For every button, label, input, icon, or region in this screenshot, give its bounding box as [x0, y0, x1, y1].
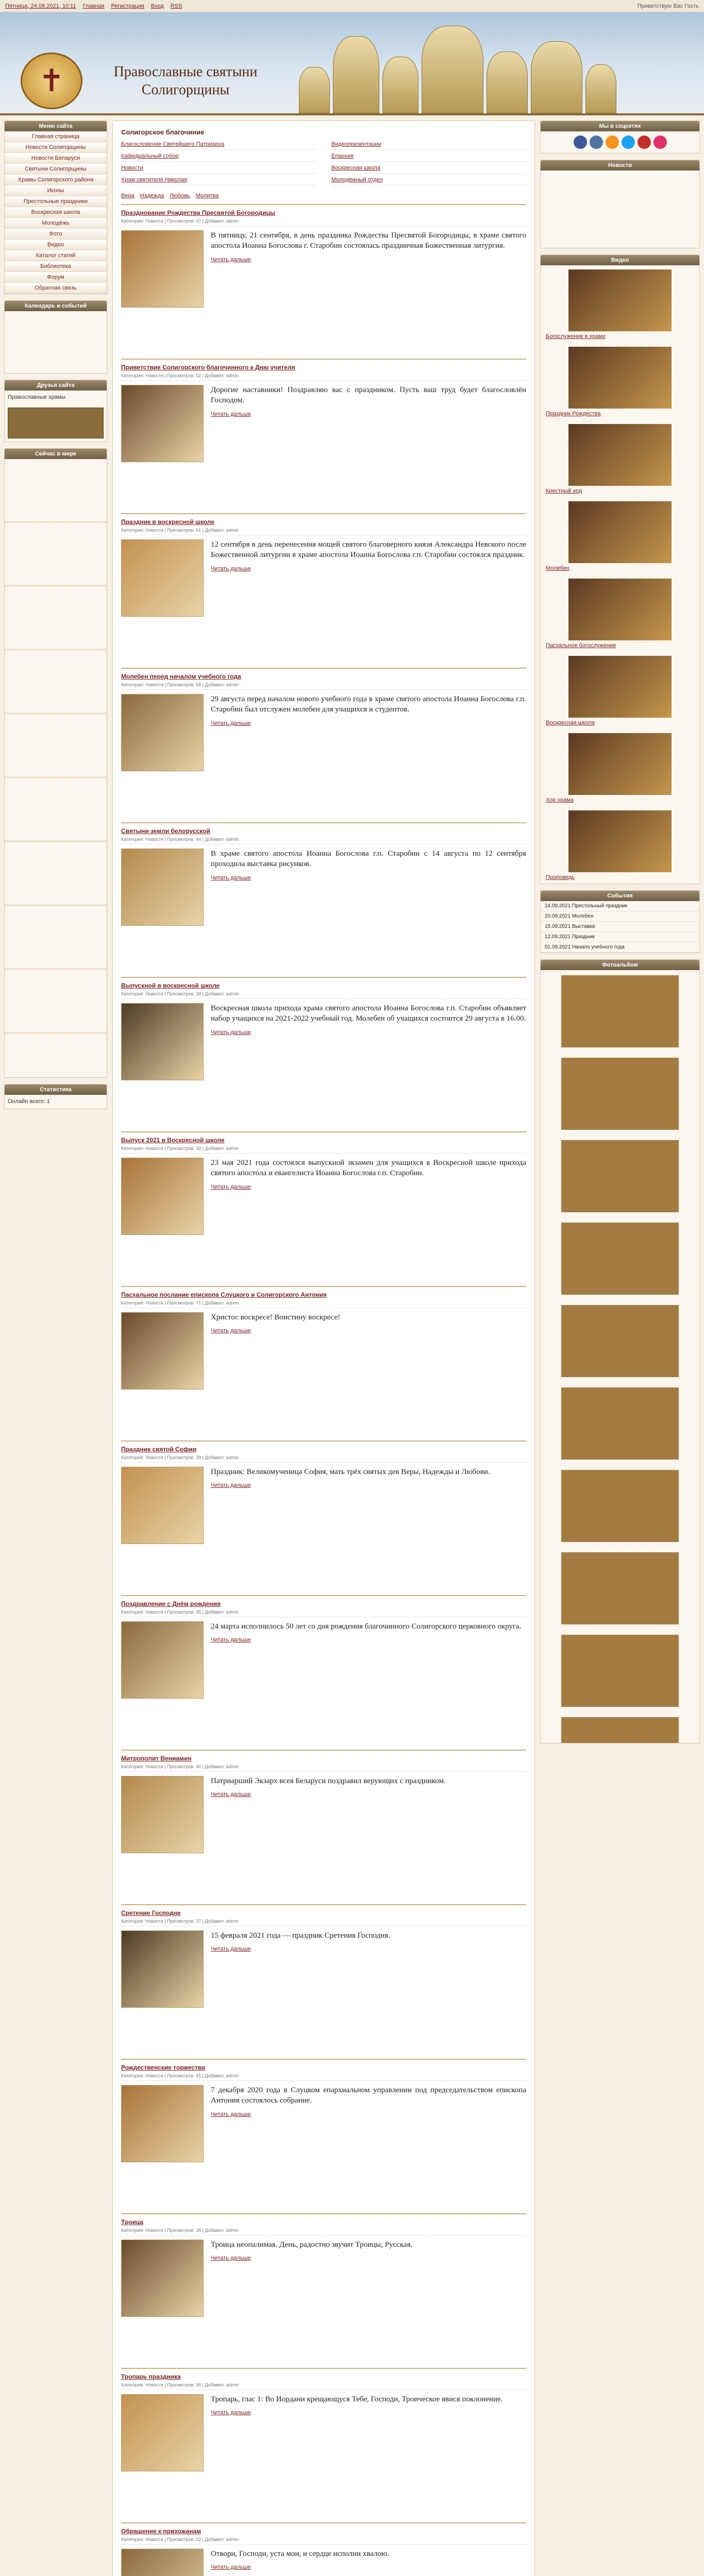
post-image[interactable]: [121, 1003, 204, 1080]
post-meta: Категория: Новости | Просмотров: 71 | Добавил: admin: [121, 1300, 526, 1308]
post-image[interactable]: [121, 1621, 204, 1699]
post-meta: Категория: Новости | Просмотров: 38 | Добавил: admin: [121, 2228, 526, 2235]
read-more-link[interactable]: Читать дальше: [211, 411, 251, 417]
social-title: Мы в соцсетях: [541, 121, 699, 131]
saints-block: [4, 448, 107, 1078]
menu-item[interactable]: Иконы: [5, 185, 107, 196]
video-thumb[interactable]: [568, 269, 672, 331]
friends-link[interactable]: Православные храмы: [8, 394, 66, 400]
post: [121, 1131, 526, 1286]
link[interactable]: Молодёжный отдел: [331, 177, 526, 185]
post-title[interactable]: Обращение к прихожанам: [121, 2528, 202, 2535]
twitter-icon[interactable]: [622, 135, 635, 149]
post-text: 29 августа перед началом нового учебного года в храме святого апостола Иоанна Богослова г.п. Старобин был отслужен молебен для учащихся и студентов.: [211, 695, 526, 714]
post-meta: Категория: Новости | Просмотров: 40 | Добавил: admin: [121, 1764, 526, 1772]
link[interactable]: Воскресная школа: [331, 165, 526, 174]
video-thumb[interactable]: [568, 501, 672, 563]
cross-icon[interactable]: ✝: [21, 53, 82, 109]
post-title[interactable]: Выпуск 2021 в Воскресной школе: [121, 1137, 225, 1144]
video-caption[interactable]: Воскресная школа: [546, 720, 595, 726]
menu-item[interactable]: Новости Беларуси: [5, 153, 107, 164]
post-image[interactable]: [121, 694, 204, 771]
post-title[interactable]: Рождественские торжества: [121, 2064, 205, 2071]
post-title[interactable]: Пасхальное послание епископа Слуцкого и Солигорского Антония: [121, 1291, 327, 1298]
video-thumb[interactable]: [568, 656, 672, 718]
post-text: 15 февраля 2021 года — праздник Сретения Господня.: [211, 1931, 390, 1940]
tab[interactable]: Любовь: [170, 193, 190, 199]
right-sidebar: [540, 121, 700, 2576]
read-more-link[interactable]: Читать дальше: [211, 256, 251, 263]
video-thumb[interactable]: [568, 347, 672, 409]
friends-block: [4, 380, 107, 442]
link[interactable]: Новости: [121, 165, 316, 174]
instagram-icon[interactable]: [653, 135, 667, 149]
main-content: [112, 121, 535, 2576]
read-more-link[interactable]: Читать дальше: [211, 565, 251, 572]
menu-item[interactable]: Видео: [5, 240, 107, 250]
video-title: Видео: [541, 255, 699, 265]
link-register[interactable]: Регистрация: [111, 3, 144, 9]
post-text: Дорогие наставники! Поздравляю вас с праздником. Пусть ваш труд будет благословлён Господом.: [211, 386, 526, 405]
video-caption[interactable]: Праздник Рождества: [546, 411, 601, 417]
tab[interactable]: Вера: [121, 193, 135, 199]
post-text: Праздник: Великомученица София, мать трёх святых дев Веры, Надежды и Любови.: [211, 1468, 490, 1476]
stats-block: [4, 1084, 107, 1109]
link-home[interactable]: Главная: [82, 3, 105, 9]
post-text: В пятницу, 21 сентября, в день праздника Рождества Пресвятой Богородицы, в храме святого апостола Иоанна Богослова г. Старобин состоялась праздничная Божественная литургия.: [211, 231, 526, 250]
post-text: Воскресная школа прихода храма святого апостола Иоанна Богослова г.п. Старобин объявляет набор учащихся на 2021-2022 учебный год. Молебен об учащихся состоится 29 августа в 16.00.: [211, 1004, 526, 1023]
social-block: [540, 121, 700, 154]
saints-title: Сейчас в мире: [5, 449, 107, 459]
post-text: 23 мая 2021 года состоялся выпускной экзамен для учащихся в Воскресной школе прихода святого апостола и евангелиста Иоанна Богослова г.п. Старобин.: [211, 1159, 526, 1178]
video-thumb[interactable]: [568, 579, 672, 640]
vk-icon[interactable]: [590, 135, 603, 149]
post-title[interactable]: Выпускной в воскресной школе: [121, 982, 220, 989]
post: [121, 2522, 526, 2576]
site-header: [0, 12, 704, 115]
tab[interactable]: Надежда: [140, 193, 164, 199]
post-title[interactable]: Молебен перед началом учебного года: [121, 673, 241, 680]
post-image[interactable]: [121, 2549, 204, 2576]
post-title[interactable]: Тропарь праздника: [121, 2373, 181, 2380]
post: [121, 1286, 526, 1440]
post-title[interactable]: Празднование Рождества Пресвятой Богородицы: [121, 209, 276, 216]
post-title[interactable]: Святыни земли белорусской: [121, 827, 210, 835]
link[interactable]: Благословение Святейшего Патриарха: [121, 141, 316, 150]
news-block: [540, 160, 700, 248]
top-links-grid: [121, 141, 526, 185]
read-more-link[interactable]: Читать дальше: [211, 1791, 251, 1798]
post-meta: Категория: Новости | Просмотров: 31 | Добавил: admin: [121, 2073, 526, 2081]
post-text: 12 сентября в день перенесения мощей святого благоверного князя Александра Невского после Божественной литургии в храме апостола Иоанна Богослова г.п. Старобин состоялся праздник.: [211, 540, 526, 560]
read-more-link[interactable]: Читать дальше: [211, 1029, 251, 1036]
youtube-icon[interactable]: [638, 135, 651, 149]
video-caption[interactable]: Молебен: [546, 565, 569, 571]
post: [121, 204, 526, 359]
friends-title: Друзья сайта: [5, 380, 107, 391]
tabs: [121, 193, 526, 199]
stats-text: Онлайн всего: 1: [8, 1098, 50, 1105]
post: [121, 822, 526, 977]
post-meta: Категория: Новости | Просмотров: 39 | Добавил: admin: [121, 991, 526, 999]
post: [121, 668, 526, 822]
read-more-link[interactable]: Читать дальше: [211, 2410, 251, 2416]
post-image[interactable]: [121, 539, 204, 617]
post-title[interactable]: Поздравление с Днём рождения: [121, 1600, 221, 1607]
post: [121, 1440, 526, 1595]
post: [121, 977, 526, 1131]
post-text: Отвори, Господи, уста мои, и сердце исполни хвалою.: [211, 2550, 389, 2558]
post-meta: Категория: Новости | Просмотров: 33 | Добавил: admin: [121, 1146, 526, 1154]
post: [121, 1750, 526, 1904]
post-meta: Категория: Новости | Просмотров: 22 | Добавил: admin: [121, 2537, 526, 2545]
post-image[interactable]: [121, 2394, 204, 2471]
post-text: 7 декабря 2020 года в Слуцком епархиальном управлении под председательством епископа Антония состоялось собрание.: [211, 2086, 526, 2105]
post: [121, 359, 526, 513]
read-more-link[interactable]: Читать дальше: [211, 1482, 251, 1489]
menu-item[interactable]: Обратная связь: [5, 283, 107, 294]
menu-item[interactable]: Новости Солигорщины: [5, 142, 107, 153]
post-title[interactable]: Праздник в воскресной школе: [121, 518, 214, 526]
post-text: Троица неопалимая. День, радостно звучит Троицы, Русская.: [211, 2241, 413, 2249]
photo-title: Фотоальбом: [541, 960, 699, 970]
link[interactable]: Храм святителя Николая: [121, 177, 316, 185]
posts-list: [121, 204, 526, 2576]
post: [121, 2213, 526, 2368]
read-more-link[interactable]: Читать дальше: [211, 1183, 251, 1190]
post: [121, 1595, 526, 1750]
post: [121, 513, 526, 668]
tab[interactable]: Молитва: [195, 193, 219, 199]
post-meta: Категория: Новости | Просмотров: 44 | Добавил: admin: [121, 837, 526, 844]
link[interactable]: Кафедральный собор: [121, 153, 316, 162]
post-image[interactable]: [121, 230, 204, 308]
post-title[interactable]: Троица: [121, 2218, 144, 2226]
post-image[interactable]: [121, 2085, 204, 2162]
top-links: [5, 3, 187, 9]
left-sidebar: [4, 121, 107, 2576]
video-caption[interactable]: Пасхальное богослужение: [546, 642, 616, 649]
post-meta: Категория: Новости | Просмотров: 52 | Добавил: admin: [121, 373, 526, 381]
post-text: Патриарший Экзарх всея Беларуси поздравил верующих с праздником.: [211, 1777, 446, 1785]
post: [121, 2368, 526, 2522]
read-more-link[interactable]: Читать дальше: [211, 1637, 251, 1643]
read-more-link[interactable]: Читать дальше: [211, 2255, 251, 2262]
post-meta: Категория: Новости | Просмотров: 27 | Добавил: admin: [121, 1919, 526, 1926]
post-title[interactable]: Сретение Господне: [121, 1909, 181, 1917]
news-widget: [541, 171, 699, 248]
video-caption[interactable]: Крестный ход: [546, 488, 582, 494]
read-more-link[interactable]: Читать дальше: [211, 874, 251, 881]
site-title[interactable]: Православные святыни Солигорщины: [113, 64, 258, 98]
link[interactable]: Видеопрезентации: [331, 141, 526, 150]
post-image[interactable]: [121, 1158, 204, 1235]
photo-block: [540, 959, 700, 1743]
greeting: Приветствую Вас Гость: [637, 3, 699, 9]
event-row[interactable]: 24.09.2021 Престольный праздник: [541, 901, 699, 911]
menu-item[interactable]: Библиотека: [5, 261, 107, 272]
read-more-link[interactable]: Читать дальше: [211, 1328, 251, 1334]
post-title[interactable]: Митрополит Вениамин: [121, 1755, 192, 1762]
read-more-link[interactable]: Читать дальше: [211, 720, 251, 726]
event-row[interactable]: 20.09.2021 Молебен: [541, 911, 699, 922]
post-meta: Категория: Новости | Просмотров: 26 | Добавил: admin: [121, 2382, 526, 2390]
post-text: В храме святого апостола Иоанна Богослова г.п. Старобин с 14 августа по 12 сентября проходила выставка рисунков.: [211, 850, 526, 869]
link-rss[interactable]: RSS: [170, 3, 182, 9]
ok-icon[interactable]: [606, 135, 619, 149]
menu-item[interactable]: Святыни Солигорщины: [5, 164, 107, 175]
events-title: События: [541, 891, 699, 901]
banner-image[interactable]: [8, 408, 104, 438]
menu-item[interactable]: Форум: [5, 272, 107, 283]
post: [121, 1904, 526, 2059]
post-meta: Категория: Новости | Просмотров: 47 | Добавил: admin: [121, 218, 526, 226]
menu-item[interactable]: Каталог статей: [5, 250, 107, 261]
top-bar: [0, 0, 704, 12]
calendar-block: [4, 300, 107, 374]
post-image[interactable]: [121, 1930, 204, 2008]
post-image[interactable]: [121, 2240, 204, 2317]
post: [121, 2059, 526, 2213]
menu-item[interactable]: Молодёжь: [5, 218, 107, 229]
event-row[interactable]: 01.09.2021 Начало учебного года: [541, 942, 699, 953]
post-title[interactable]: Праздник святой Софии: [121, 1446, 197, 1453]
post-image[interactable]: [121, 1312, 204, 1389]
read-more-link[interactable]: Читать дальше: [211, 2111, 251, 2117]
read-more-link[interactable]: Читать дальше: [211, 1946, 251, 1953]
photo-gallery[interactable]: [561, 970, 679, 1743]
menu-item[interactable]: Храмы Солигорского района: [5, 175, 107, 185]
events-block: [540, 890, 700, 953]
post-image[interactable]: [121, 1467, 204, 1544]
post-meta: Категория: Новости | Просмотров: 61 | Добавил: admin: [121, 528, 526, 535]
video-caption[interactable]: Богослужение в храме: [546, 333, 606, 340]
menu-block: [4, 121, 107, 294]
calendar[interactable]: [5, 311, 107, 373]
date-label: Пятница, 24.09.2021, 10:11: [5, 3, 76, 9]
video-block: [540, 255, 700, 884]
breadcrumb: Солигорское благочиние: [121, 128, 205, 136]
video-thumb[interactable]: [568, 733, 672, 795]
saints-list: [5, 459, 107, 1077]
post-image[interactable]: [121, 385, 204, 462]
post-text: Тропарь, глас 1: Во Иордани крещающуся Тебе, Господи, Троическое явися поклонение.: [211, 2395, 503, 2403]
link-login[interactable]: Вход: [150, 3, 164, 9]
link[interactable]: Епархия: [331, 153, 526, 162]
video-caption[interactable]: Хор храма: [546, 797, 574, 803]
menu-item[interactable]: Воскресная школа: [5, 207, 107, 218]
post-text: 24 марта исполнилось 50 лет со дня рождения благочинного Солигорского церковного округа.: [211, 1622, 522, 1631]
post-image[interactable]: [121, 849, 204, 926]
menu-item[interactable]: Фото: [5, 229, 107, 240]
post-meta: Категория: Новости | Просмотров: 58 | Добавил: admin: [121, 682, 526, 690]
video-thumb[interactable]: [568, 810, 672, 872]
calendar-title: Календарь и событий: [5, 301, 107, 311]
post-meta: Категория: Новости | Просмотров: 29 | Добавил: admin: [121, 1455, 526, 1463]
post-image[interactable]: [121, 1776, 204, 1853]
read-more-link[interactable]: Читать дальше: [211, 2564, 251, 2571]
menu-item[interactable]: Главная страница: [5, 131, 107, 142]
video-thumb[interactable]: [568, 424, 672, 486]
post-title[interactable]: Приветствие Солигорского благочинного к Дню учителя: [121, 364, 295, 371]
news-title: Новости: [541, 160, 699, 171]
post-text: Христос воскресе! Воистину воскресе!: [211, 1313, 341, 1321]
menu-title: Меню сайта: [5, 121, 107, 131]
event-row[interactable]: 15.09.2021 Выставка: [541, 922, 699, 932]
event-row[interactable]: 12.09.2021 Праздник: [541, 932, 699, 942]
church-skyline: [289, 21, 704, 113]
stats-title: Статистика: [5, 1084, 107, 1095]
menu-item[interactable]: Престольные праздники: [5, 196, 107, 207]
facebook-icon[interactable]: [574, 135, 587, 149]
video-caption[interactable]: Проповедь: [546, 874, 575, 880]
post-meta: Категория: Новости | Просмотров: 35 | Добавил: admin: [121, 1609, 526, 1617]
